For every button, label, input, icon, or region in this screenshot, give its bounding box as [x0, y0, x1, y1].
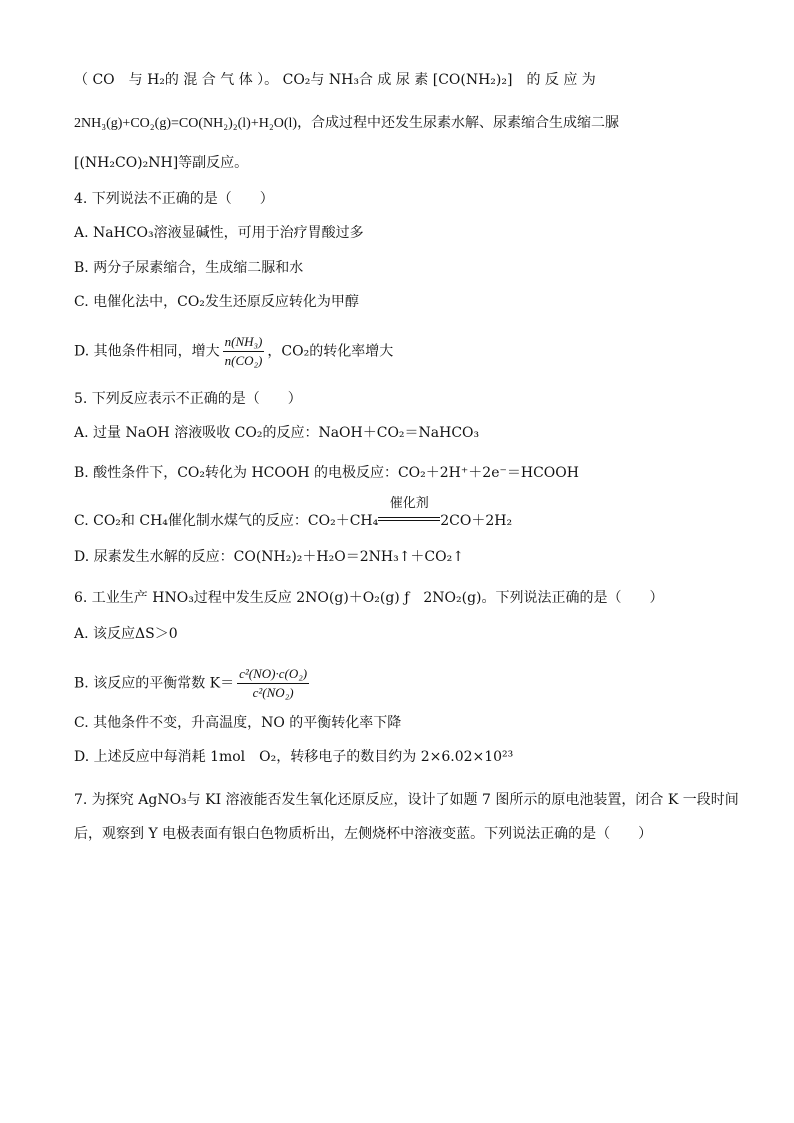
q5-option-a: A. 过量 NaOH 溶液吸收 CO₂的反应：NaOH＋CO₂＝NaHCO₃ — [74, 425, 480, 441]
q6-option-c: C. 其他条件不变，升高温度，NO 的平衡转化率下降 — [74, 715, 402, 731]
q6-option-b — [74, 666, 312, 701]
urea-synthesis-equation: 2NH₃(g)+CO₂(g)=CO(NH₂)₂(l)+H₂O(l) — [74, 116, 298, 131]
intro-line-2 — [74, 113, 619, 134]
k-numerator: c²(NO)·c(O₂) — [237, 666, 309, 684]
q5-stem: 5. 下列反应表示不正确的是（ ） — [74, 391, 302, 407]
catalyst-label: 催化剂 — [389, 496, 429, 511]
q4-option-a: A. NaHCO₃溶液显碱性，可用于治疗胃酸过多 — [74, 225, 364, 241]
q4-option-b: B. 两分子尿素缩合，生成缩二脲和水 — [74, 260, 304, 276]
q5-option-c-suffix: 2CO＋2H₂ — [440, 513, 513, 529]
intro-line-3: [(NH₂CO)₂NH]等副反应。 — [74, 155, 249, 171]
equilibrium-double-line — [378, 517, 440, 521]
q5-option-c — [74, 496, 513, 531]
q4-option-d — [74, 334, 393, 369]
fraction-denominator: n(CO₂) — [224, 353, 263, 368]
intro-line-1: （ CO 与 H₂的 混 合 气 体 ）。 CO₂与 NH₃合 成 尿 素 [CO(NH₂)₂] 的 反 应 为 — [74, 72, 596, 88]
q6-stem: 6. 工业生产 HNO₃过程中发生反应 2NO(g)＋O₂(g) ƒ 2NO₂(g)。下列说法正确的是（ ） — [74, 590, 664, 606]
ratio-fraction — [223, 334, 265, 369]
q4-option-d-suffix: ，CO₂的转化率增大 — [267, 343, 394, 360]
fraction-numerator: n(NH₃) — [223, 334, 265, 352]
q4-stem: 4. 下列说法不正确的是（ ） — [74, 191, 274, 207]
catalyst-arrow — [378, 496, 440, 531]
q6-option-b-prefix: B. 该反应的平衡常数 K＝ — [74, 675, 235, 692]
intro-line-2-text: ，合成过程中还发生尿素水解、尿素缩合生成缩二脲 — [297, 115, 620, 131]
q6-option-a: A. 该反应ΔS＞0 — [74, 626, 178, 642]
q5-option-b: B. 酸性条件下，CO₂转化为 HCOOH 的电极反应：CO₂＋2H⁺＋2e⁻＝HCOOH — [74, 465, 579, 481]
q4-option-c: C. 电催化法中，CO₂发生还原反应转化为甲醇 — [74, 294, 359, 310]
q7-line-2: 后，观察到 Y 电极表面有银白色物质析出，左侧烧杯中溶液变蓝。下列说法正确的是（ ） — [74, 826, 653, 842]
equilibrium-constant-fraction — [237, 666, 309, 701]
k-denominator: c²(NO₂) — [252, 685, 294, 700]
q6-option-d: D. 上述反应中每消耗 1mol O₂，转移电子的数目约为 2×6.02×10²³ — [74, 749, 514, 765]
q5-option-d: D. 尿素发生水解的反应：CO(NH₂)₂＋H₂O＝2NH₃↑＋CO₂↑ — [74, 549, 464, 565]
q7-line-1: 7. 为探究 AgNO₃与 KI 溶液能否发生氧化还原反应，设计了如题 7 图所示的原电池装置，闭合 K 一段时间 — [74, 792, 739, 808]
q4-option-d-prefix: D. 其他条件相同，增大 — [74, 343, 220, 360]
q5-option-c-prefix: C. CO₂和 CH₄催化制水煤气的反应：CO₂＋CH₄ — [74, 513, 379, 529]
